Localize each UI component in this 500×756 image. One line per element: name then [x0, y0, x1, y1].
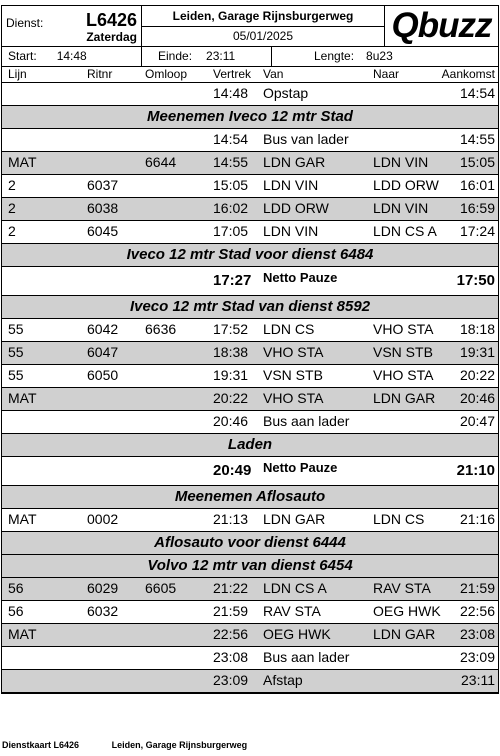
footer-location: Leiden, Garage Rijnsburgerweg [111, 740, 248, 750]
trip-row [2, 388, 498, 411]
cell-vertrek: 15:05 [213, 177, 249, 193]
trip-row [2, 198, 498, 221]
section-header [2, 296, 498, 319]
cell-vertrek: 23:08 [213, 649, 249, 665]
cell-van: Bus aan lader [263, 413, 350, 429]
cell-van: LDN VIN [263, 223, 319, 239]
cell-aankomst: 16:01 [459, 177, 495, 193]
cell-vertrek: 21:13 [213, 511, 249, 527]
cell-lijn: 55 [8, 321, 24, 337]
col-ritnr: Ritnr [87, 67, 113, 81]
cell-vertrek: 19:31 [213, 367, 249, 383]
cell-van: Opstap [263, 85, 309, 101]
cell-naar: VHO STA [373, 321, 434, 337]
trip-row [2, 152, 498, 175]
section-header [2, 532, 498, 555]
cell-aankomst: 20:22 [459, 367, 495, 383]
cell-ritnr: 6038 [87, 200, 119, 216]
cell-naar: VHO STA [373, 367, 434, 383]
cell-ritnr: 0002 [87, 511, 119, 527]
cell-aankomst: 16:59 [459, 200, 495, 216]
cell-vertrek: 21:59 [213, 603, 249, 619]
cell-naar: LDN CS [373, 511, 425, 527]
dienst-code: L6426 [85, 10, 137, 30]
cell-aankomst: 17:24 [459, 223, 495, 239]
einde-value: 23:11 [206, 49, 236, 63]
col-omloop: Omloop [145, 67, 188, 81]
cell-aankomst: 23:08 [459, 626, 495, 642]
cell-vertrek: 20:46 [213, 413, 249, 429]
cell-vertrek: 16:02 [213, 200, 249, 216]
schedule-rows [2, 83, 498, 693]
cell-van: LDN VIN [263, 177, 319, 193]
cell-ritnr: 6029 [87, 580, 119, 596]
trip-row [2, 83, 498, 106]
cell-van: VHO STA [263, 390, 324, 406]
cell-lijn: 55 [8, 367, 24, 383]
lengte-value: 8u23 [366, 49, 393, 63]
col-lijn: Lijn [8, 67, 27, 81]
cell-lijn: MAT [8, 626, 37, 642]
cell-ritnr: 6042 [87, 321, 119, 337]
cell-aankomst: 14:54 [459, 85, 495, 101]
cell-van: Afstap [263, 672, 303, 688]
section-header [2, 486, 498, 509]
footer [2, 740, 247, 750]
cell-van: Netto Pauze [263, 270, 338, 285]
cell-lijn: 56 [8, 580, 24, 596]
section-title: Aflosauto voor dienst 6444 [154, 534, 346, 551]
cell-omloop: 6636 [145, 321, 177, 337]
trip-row [2, 175, 498, 198]
cell-vertrek: 14:48 [213, 85, 249, 101]
cell-naar: OEG HWK [373, 603, 441, 619]
trip-row [2, 647, 498, 670]
section-title: Laden [227, 436, 273, 453]
cell-omloop: 6644 [145, 154, 177, 170]
cell-vertrek: 14:54 [213, 131, 249, 147]
section-header [2, 434, 498, 457]
cell-aankomst: 20:47 [459, 413, 495, 429]
cell-naar: LDN CS A [373, 223, 437, 239]
lengte-box [272, 47, 498, 66]
location-box [142, 6, 385, 46]
cell-ritnr: 6032 [87, 603, 119, 619]
date: 05/01/2025 [232, 29, 294, 43]
cell-ritnr: 6045 [87, 223, 119, 239]
brand-logo: Qbuzz [391, 6, 492, 45]
dienst-label: Dienst: [6, 16, 44, 30]
cell-van: LDN GAR [263, 511, 326, 527]
cell-van: Netto Pauze [263, 460, 338, 475]
cell-ritnr: 6050 [87, 367, 119, 383]
section-title: Iveco 12 mtr Stad van dienst 8592 [129, 298, 371, 315]
header-times [2, 47, 498, 67]
cell-vertrek: 17:05 [213, 223, 249, 239]
cell-naar: LDN GAR [373, 626, 436, 642]
col-vertrek: Vertrek [213, 67, 252, 81]
cell-van: OEG HWK [263, 626, 331, 642]
cell-van: LDN CS A [263, 580, 327, 596]
cell-van: LDN CS [263, 321, 315, 337]
cell-lijn: MAT [8, 390, 37, 406]
trip-row [2, 221, 498, 244]
cell-lijn: 2 [8, 177, 16, 193]
einde-label: Einde: [158, 49, 193, 63]
cell-lijn: 2 [8, 200, 16, 216]
trip-row [2, 578, 498, 601]
section-header [2, 106, 498, 129]
cell-naar: LDN GAR [373, 390, 436, 406]
trip-row [2, 624, 498, 647]
cell-van: Bus van lader [263, 131, 349, 147]
col-naar: Naar [373, 67, 400, 81]
cell-aankomst: 20:46 [459, 390, 495, 406]
einde-box [142, 47, 272, 66]
col-van: Van [263, 67, 284, 81]
section-title: Meenemen Iveco 12 mtr Stad [147, 108, 353, 125]
cell-aankomst: 21:16 [459, 511, 495, 527]
cell-aankomst: 18:18 [459, 321, 495, 337]
cell-van: LDD ORW [263, 200, 329, 216]
pause-row [2, 267, 498, 296]
footer-code: L6426 [53, 740, 80, 750]
column-headers [2, 67, 498, 83]
dienst-box [2, 6, 142, 46]
cell-aankomst: 14:55 [459, 131, 495, 147]
location: Leiden, Garage Rijnsburgerweg [142, 6, 384, 27]
trip-row [2, 129, 498, 152]
cell-aankomst: 15:05 [459, 154, 495, 170]
cell-van: Bus aan lader [263, 649, 350, 665]
cell-van: RAV STA [263, 603, 321, 619]
col-aankomst: Aankomst [441, 67, 495, 81]
cell-vertrek: 14:55 [213, 154, 249, 170]
cell-aankomst: 23:09 [459, 649, 495, 665]
cell-lijn: 55 [8, 344, 24, 360]
header-top [2, 6, 498, 47]
trip-row [2, 319, 498, 342]
cell-lijn: 2 [8, 223, 16, 239]
cell-van: LDN GAR [263, 154, 326, 170]
duty-card [1, 5, 499, 694]
cell-vertrek: 21:22 [213, 580, 249, 596]
cell-aankomst: 21:59 [459, 580, 495, 596]
start-value: 14:48 [56, 49, 87, 63]
trip-row [2, 411, 498, 434]
cell-vertrek: 18:38 [213, 344, 249, 360]
cell-aankomst: 17:50 [456, 272, 495, 289]
trip-row [2, 365, 498, 388]
start-label: Start: [8, 49, 37, 63]
cell-naar: LDN VIN [373, 200, 429, 216]
cell-van: VHO STA [263, 344, 324, 360]
section-title: Meenemen Aflosauto [174, 488, 326, 505]
section-title: Iveco 12 mtr Stad voor dienst 6484 [126, 246, 374, 263]
cell-lijn: MAT [8, 511, 37, 527]
cell-ritnr: 6047 [87, 344, 119, 360]
cell-naar: LDN VIN [373, 154, 429, 170]
cell-lijn: 56 [8, 603, 24, 619]
cell-vertrek: 17:52 [213, 321, 249, 337]
cell-aankomst: 23:11 [461, 672, 495, 688]
pause-row [2, 457, 498, 486]
section-header [2, 555, 498, 578]
section-header [2, 244, 498, 267]
start-box [2, 47, 142, 66]
cell-aankomst: 21:10 [456, 462, 495, 479]
cell-vertrek: 20:49 [213, 462, 252, 479]
lengte-label: Lengte: [314, 49, 355, 63]
section-title: Volvo 12 mtr van dienst 6454 [147, 557, 353, 574]
cell-aankomst: 19:31 [459, 344, 495, 360]
cell-ritnr: 6037 [87, 177, 119, 193]
trip-row [2, 601, 498, 624]
trip-row [2, 342, 498, 365]
cell-vertrek: 22:56 [213, 626, 249, 642]
cell-naar: RAV STA [373, 580, 431, 596]
footer-label: Dienstkaart [2, 740, 52, 750]
trip-row [2, 509, 498, 532]
cell-vertrek: 17:27 [213, 272, 252, 289]
trip-row [2, 670, 498, 693]
day-of-week: Zaterdag [86, 30, 137, 44]
cell-naar: VSN STB [373, 344, 433, 360]
cell-vertrek: 23:09 [213, 672, 249, 688]
cell-vertrek: 20:22 [213, 390, 249, 406]
cell-van: VSN STB [263, 367, 323, 383]
cell-naar: LDD ORW [373, 177, 439, 193]
cell-lijn: MAT [8, 154, 37, 170]
cell-omloop: 6605 [145, 580, 177, 596]
cell-aankomst: 22:56 [459, 603, 495, 619]
